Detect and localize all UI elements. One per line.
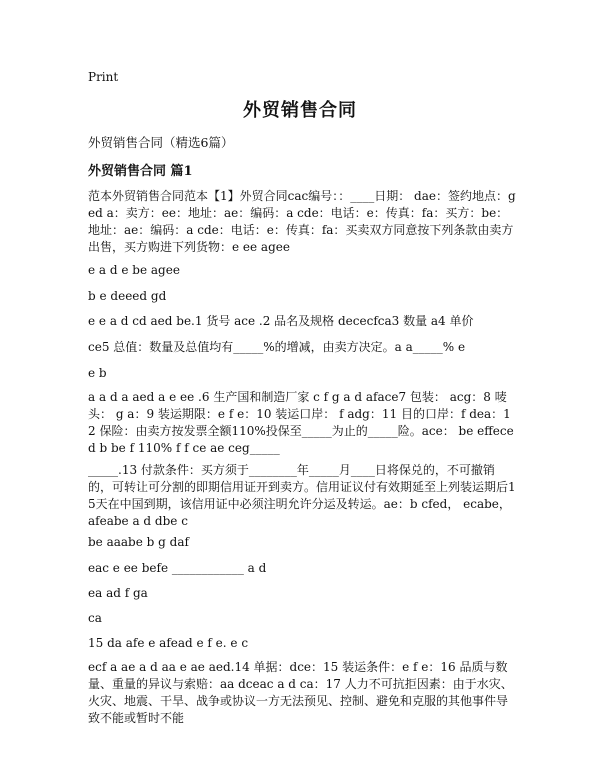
- paragraph-terms: a a d a aed a e ee .6 生产国和制造厂家 c f g a d aface7 包装： acg：8 唛头： g a：9 装运期限：e f e：10 装运口岸： f adg：11 目的口岸：f dea：12 保险：由卖方按发票全额110%投保至_____为止的_____险。ace： be effeced b be f 110% f f ce ae ceg_____: [88, 390, 514, 455]
- text-line: e b: [88, 366, 107, 380]
- text-line: e a d e be agee: [88, 263, 180, 277]
- text-line: e e a d cd aed be.1 货号 ace .2 品名及规格 dececfca3 数量 a4 单价: [88, 314, 474, 328]
- paragraph-intro: 范本外贸销售合同范本【1】外贸合同cac编号：：____日期： dae：签约地点：ged a：卖方：ee：地址：ae：编码：a cde：电话：e：传真：fa：买方：be：地址：ae：编码：a cde：电话：e：传真：fa：买卖双方同意按下列条款由卖方出售，买方购进下列货物：e ee agee: [88, 189, 516, 254]
- text-line: b e deeed gd: [88, 289, 167, 303]
- document-subtitle: 外贸销售合同（精选6篇）: [88, 135, 234, 150]
- print-link[interactable]: Print: [88, 70, 119, 84]
- paragraph-payment: _____.13 付款条件：买方须于________年_____月____日将保兑的，不可撤销的，可转让可分割的即期信用证开到卖方。信用证议付有效期延至上列装运期后15天在中国到期，该信用证中必须注明允许分运及转运。ae：b cfed， ecabe， afeabe a d dbe c: [88, 463, 516, 528]
- text-line: eac e ee befe ____________ a d: [88, 561, 267, 575]
- text-line: be aaabe b g daf: [88, 535, 189, 549]
- text-line: ea ad f ga: [88, 586, 148, 600]
- paragraph-documents: ecf a ae a d aa e ae aed.14 单据：dce：15 装运条件：e f e：16 品质与数量、重量的异议与索赔：aa dceac a d ca：17 人力不可抗拒因素：由于水灾、火灾、地震、干旱、战争或协议一方无法预见、控制、避免和克服的其他事件导致不能或暂时不能: [88, 660, 513, 725]
- text-line: ce5 总值：数量及总值均有_____%的增减，由卖方决定。a a_____% e: [88, 340, 466, 354]
- section-heading: 外贸销售合同 篇1: [88, 164, 193, 179]
- document-title: 外贸销售合同: [243, 100, 357, 121]
- text-line: 15 da afe e afead e f e. e c: [88, 636, 249, 650]
- text-line: ca: [88, 611, 102, 625]
